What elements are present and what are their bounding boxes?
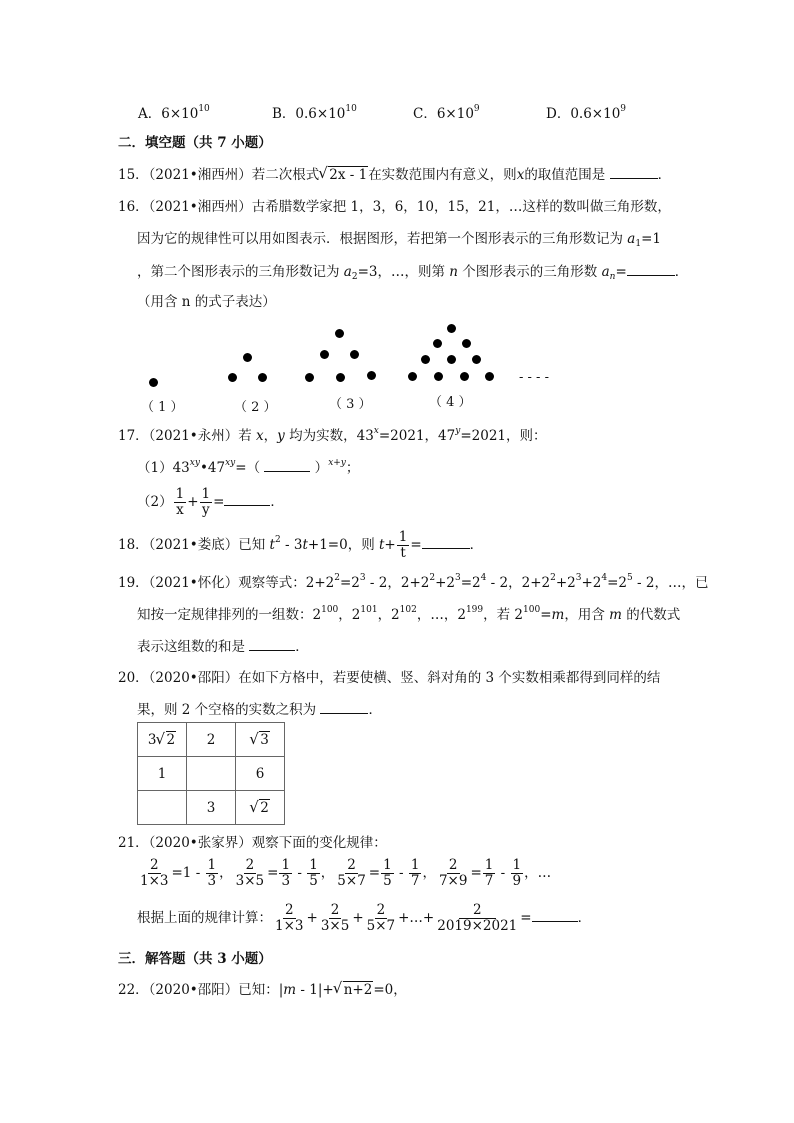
grid-cell: 1 [138, 757, 187, 791]
question-21-compute: 根据上面的规律计算： $\frac{2}{1\times 3}$ + $\frac{2}{3\times 5}$ + $\frac{2}{5\times 7}$ +…+ $\frac{2}{2019\times 2021}$ = ． [137, 902, 592, 934]
option-b: B．$0.6\times 10^{10}$ [272, 104, 357, 122]
question-19-line3: 表示这组数的和是 ． [137, 636, 309, 657]
question-15: 15．（2021•湘西州）若二次根式√ 2x - 1在实数范围内有意义，则x的取值范围是 ． [118, 164, 671, 185]
question-20-line1: 20．（2020•邵阳）在如下方格中，若要使横、竖、斜对角的 3 个实数相乘都得到同样的结 [118, 670, 661, 686]
grid-cell: √ 3 [236, 723, 285, 757]
ellipsis: - - - - [519, 370, 549, 385]
grid-cell: √ 2 [236, 791, 285, 825]
question-16-line1: 16．（2021•湘西州）古希腊数学家把 1，3，6，10，15，21，…这样的数叫做三角形数， [118, 199, 671, 215]
question-19-line2: 知按一定规律排列的一组数：$2^{100}$，$2^{101}$，$2^{102}$，…，$2^{199}$，若 $2^{100}=m$，用含 m 的代数式 [137, 605, 681, 623]
grid-cell: 3 [187, 791, 236, 825]
figure-label-4: （ 4 ） [429, 395, 472, 410]
question-16-line4: （用含 n 的式子表达） [137, 294, 276, 310]
section-title-answer: 三．解答题（共 3 小题） [118, 951, 272, 967]
question-21-line1: 21．（2020•张家界）观察下面的变化规律： [118, 835, 387, 851]
figure-label-3: （ 3 ） [329, 397, 372, 412]
question-17: 17．（2021•永州）若 x，y 均为实数，$43^x=2021$，$47^y=2021$，则： [118, 426, 547, 444]
question-17-part1: $(1)43^{xy}•47^{xy}=$（ ）$^{x+y}$； [137, 458, 360, 476]
question-20-line2: 果，则 2 个空格的实数之积为 ． [137, 699, 382, 720]
question-16-line2: 因为它的规律性可以用如图表示．根据图形，若把第一个图形表示的三角形数记为 $a_1=1$ [137, 231, 661, 249]
option-c: C．$6\times 10^9$ [413, 104, 480, 122]
question-21-pattern: $\frac{2}{1\times 3}$ =1 - $\frac{1}{3}$ ， $\frac{2}{3\times 5}$ = $\frac{1}{3}$ - $\frac{1}{5}$ ， $\frac{2}{5\times 7}$ = $\frac{1}{5}$ - $\frac{1}{7}$ ， $\frac{2}{7\times 9}$ = $\frac{1}{7}$ - $\frac{1}{9}$ ，… [140, 857, 552, 889]
figure-label-2: （ 2 ） [234, 400, 277, 415]
question-19-line1: 19．（2021•怀化）观察等式：$2+2^2=2^3 - 2$，$2+2^2+2^3=2^4 - 2$，$2+2^2+2^3+2^4=2^5 - 2$，…，已 [118, 573, 709, 591]
question-17-part2: （2） $\frac{1}{x}$ + $\frac{1}{y}$ = ． [137, 486, 284, 518]
grid-cell: 3√ 2 [138, 723, 187, 757]
question-22: 22．（2020•邵阳）已知：|m - 1|+√ n+2=0， [118, 980, 407, 1000]
grid-cell-empty [187, 757, 236, 791]
question-18: 18．（2021•娄底）已知 $t^2 - 3t+1=0$，则 t+ $\frac{1}{t}$ = ． [118, 529, 484, 561]
grid-cell: 2 [187, 723, 236, 757]
section-title-fill-in: 二．填空题（共 7 小题） [118, 135, 272, 151]
question-16-line3: ，第二个图形表示的三角形数记为 $a_2=3$，…，则第 n 个图形表示的三角形数 $a_n=$ ． [137, 261, 688, 282]
number-grid [137, 722, 285, 825]
grid-cell-empty [138, 791, 187, 825]
figure-label-1: （ 1 ） [141, 400, 184, 415]
grid-cell: 6 [236, 757, 285, 791]
option-d: D．$0.6\times 10^9$ [546, 104, 627, 122]
option-a: A．$6\times 10^{10}$ [138, 104, 210, 122]
